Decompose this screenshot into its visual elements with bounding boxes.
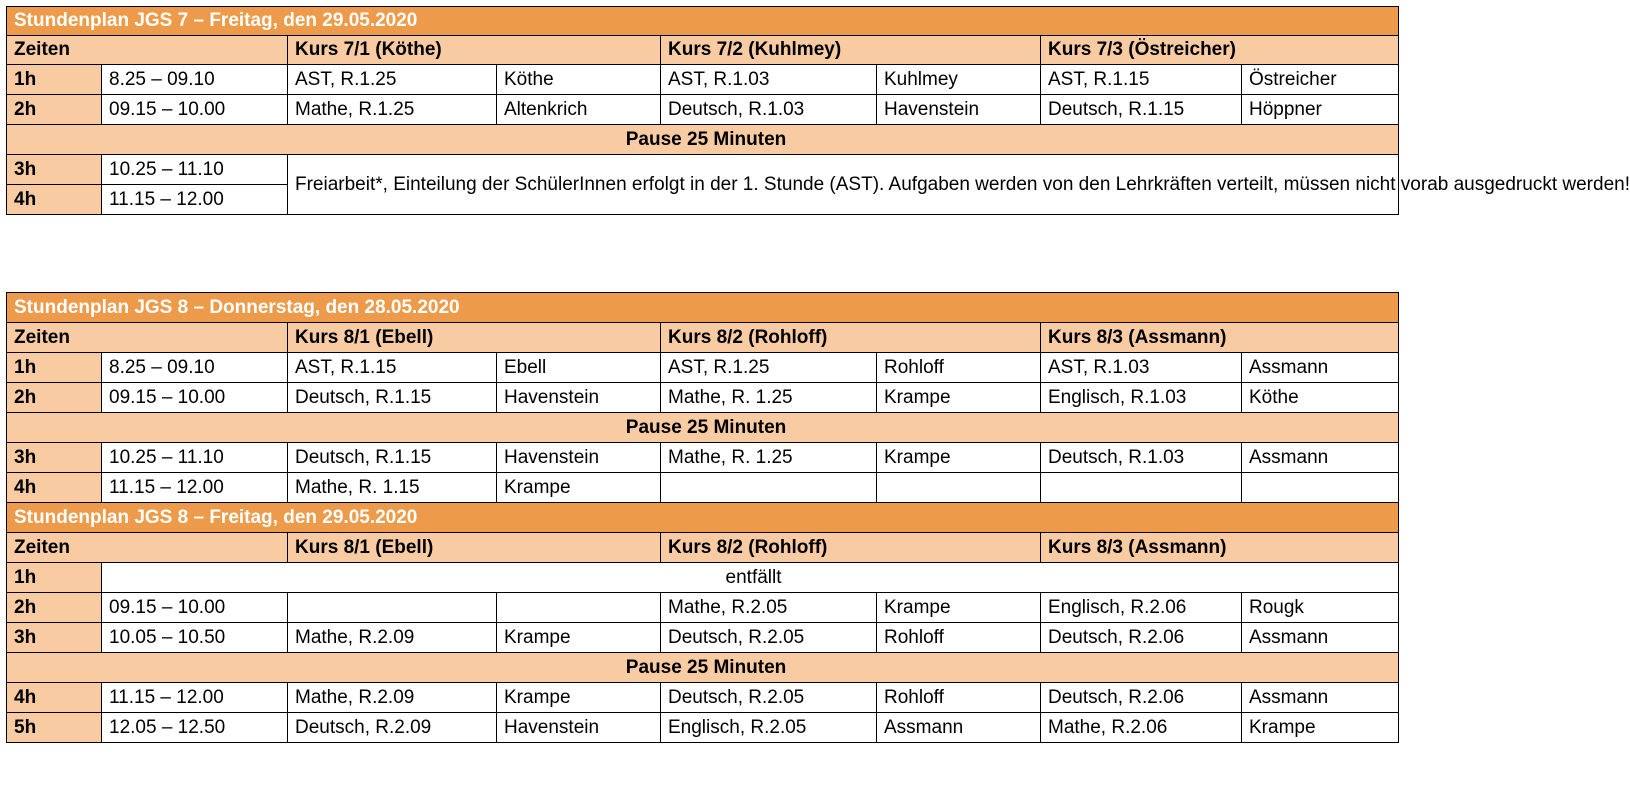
hour-label: 4h xyxy=(7,473,102,503)
table-row xyxy=(7,155,1399,185)
teacher-cell: Krampe xyxy=(877,443,1041,473)
subject-cell: Deutsch, R.2.06 xyxy=(1041,683,1242,713)
subject-cell: AST, R.1.25 xyxy=(288,65,497,95)
subject-cell: AST, R.1.03 xyxy=(1041,353,1242,383)
hour-label: 1h xyxy=(7,353,102,383)
subject-cell: Mathe, R. 1.25 xyxy=(661,383,877,413)
hour-label: 5h xyxy=(7,713,102,743)
teacher-cell: Krampe xyxy=(877,593,1041,623)
hour-label: 3h xyxy=(7,623,102,653)
subject-cell: Deutsch, R.1.15 xyxy=(288,383,497,413)
header-kurs-3: Kurs 8/3 (Assmann) xyxy=(1041,533,1399,563)
subject-cell: Deutsch, R.2.06 xyxy=(1041,623,1242,653)
subject-cell: AST, R.1.25 xyxy=(661,353,877,383)
subject-cell: Englisch, R.2.06 xyxy=(1041,593,1242,623)
teacher-cell: Assmann xyxy=(1242,683,1399,713)
header-kurs-1: Kurs 8/1 (Ebell) xyxy=(288,323,661,353)
subject-cell: Englisch, R.2.05 xyxy=(661,713,877,743)
teacher-cell: Krampe xyxy=(497,623,661,653)
table-row xyxy=(7,623,1399,653)
hour-label: 2h xyxy=(7,383,102,413)
pause-row: Pause 25 Minuten xyxy=(7,413,1399,443)
subject-cell: Mathe, R.2.05 xyxy=(661,593,877,623)
teacher-cell: Altenkrich xyxy=(497,95,661,125)
time-cell: 11.15 – 12.00 xyxy=(102,473,288,503)
hour-label: 1h xyxy=(7,65,102,95)
time-cell: 10.05 – 10.50 xyxy=(102,623,288,653)
header-kurs-1: Kurs 7/1 (Köthe) xyxy=(288,36,661,65)
hour-label: 3h xyxy=(7,443,102,473)
header-zeiten: Zeiten xyxy=(7,533,288,563)
time-cell: 12.05 – 12.50 xyxy=(102,713,288,743)
freiarbeit-note: Freiarbeit*, Einteilung der SchülerInnen erfolgt in der 1. Stunde (AST). Aufgaben werden von den Lehrkräften verteilt, müssen nicht vorab ausgedruckt werden! xyxy=(288,155,1399,215)
table-row xyxy=(7,473,1399,503)
timetable-jgs8 xyxy=(6,292,1399,743)
time-cell: 10.25 – 11.10 xyxy=(102,155,288,185)
time-cell: 10.25 – 11.10 xyxy=(102,443,288,473)
table-row xyxy=(7,443,1399,473)
teacher-cell: Havenstein xyxy=(497,443,661,473)
hour-label: 1h xyxy=(7,563,102,593)
hour-label: 4h xyxy=(7,683,102,713)
teacher-cell: Rohloff xyxy=(877,683,1041,713)
pause-row: Pause 25 Minuten xyxy=(7,125,1399,155)
subject-cell xyxy=(1041,473,1242,503)
header-kurs-1: Kurs 8/1 (Ebell) xyxy=(288,533,661,563)
hour-label: 2h xyxy=(7,593,102,623)
subject-cell: Deutsch, R.1.15 xyxy=(1041,95,1242,125)
teacher-cell: Östreicher xyxy=(1242,65,1399,95)
subject-cell: Deutsch, R.2.09 xyxy=(288,713,497,743)
header-zeiten: Zeiten xyxy=(7,36,288,65)
header-kurs-2: Kurs 8/2 (Rohloff) xyxy=(661,323,1041,353)
subject-cell: Deutsch, R.1.03 xyxy=(1041,443,1242,473)
header-kurs-3: Kurs 7/3 (Östreicher) xyxy=(1041,36,1399,65)
teacher-cell: Krampe xyxy=(877,383,1041,413)
time-cell: 09.15 – 10.00 xyxy=(102,383,288,413)
subject-cell: Mathe, R.2.06 xyxy=(1041,713,1242,743)
pause-row: Pause 25 Minuten xyxy=(7,653,1399,683)
teacher-cell: Köthe xyxy=(1242,383,1399,413)
subject-cell: Mathe, R. 1.25 xyxy=(661,443,877,473)
teacher-cell xyxy=(877,473,1041,503)
table-row xyxy=(7,563,1399,593)
time-cell: 09.15 – 10.00 xyxy=(102,95,288,125)
teacher-cell xyxy=(1242,473,1399,503)
cancelled-cell: entfällt xyxy=(102,563,1399,593)
header-kurs-2: Kurs 7/2 (Kuhlmey) xyxy=(661,36,1041,65)
teacher-cell: Assmann xyxy=(877,713,1041,743)
teacher-cell: Assmann xyxy=(1242,353,1399,383)
subject-cell: Mathe, R. 1.15 xyxy=(288,473,497,503)
time-cell: 8.25 – 09.10 xyxy=(102,353,288,383)
teacher-cell: Havenstein xyxy=(497,713,661,743)
subject-cell: Mathe, R.2.09 xyxy=(288,683,497,713)
teacher-cell: Ebell xyxy=(497,353,661,383)
subject-cell xyxy=(288,593,497,623)
subject-cell: Mathe, R.2.09 xyxy=(288,623,497,653)
table-row xyxy=(7,95,1399,125)
subject-cell xyxy=(661,473,877,503)
hour-label: 2h xyxy=(7,95,102,125)
subject-cell: AST, R.1.15 xyxy=(288,353,497,383)
subject-cell: AST, R.1.03 xyxy=(661,65,877,95)
teacher-cell: Kuhlmey xyxy=(877,65,1041,95)
teacher-cell: Krampe xyxy=(497,473,661,503)
header-zeiten: Zeiten xyxy=(7,323,288,353)
table-row xyxy=(7,383,1399,413)
teacher-cell: Rougk xyxy=(1242,593,1399,623)
subject-cell: Deutsch, R.1.15 xyxy=(288,443,497,473)
subject-cell: AST, R.1.15 xyxy=(1041,65,1242,95)
table-row xyxy=(7,683,1399,713)
teacher-cell: Rohloff xyxy=(877,623,1041,653)
teacher-cell: Köthe xyxy=(497,65,661,95)
teacher-cell: Assmann xyxy=(1242,623,1399,653)
teacher-cell: Assmann xyxy=(1242,443,1399,473)
table-row xyxy=(7,713,1399,743)
teacher-cell: Havenstein xyxy=(497,383,661,413)
teacher-cell xyxy=(497,593,661,623)
table-title: Stundenplan JGS 8 – Donnerstag, den 28.05.2020 xyxy=(7,293,1399,323)
table-row xyxy=(7,353,1399,383)
header-kurs-3: Kurs 8/3 (Assmann) xyxy=(1041,323,1399,353)
hour-label: 4h xyxy=(7,185,102,215)
time-cell: 11.15 – 12.00 xyxy=(102,185,288,215)
hour-label: 3h xyxy=(7,155,102,185)
table-title: Stundenplan JGS 8 – Freitag, den 29.05.2020 xyxy=(7,503,1399,533)
time-cell: 11.15 – 12.00 xyxy=(102,683,288,713)
time-cell: 8.25 – 09.10 xyxy=(102,65,288,95)
teacher-cell: Havenstein xyxy=(877,95,1041,125)
timetable-jgs7-friday xyxy=(6,6,1630,215)
subject-cell: Deutsch, R.2.05 xyxy=(661,623,877,653)
subject-cell: Mathe, R.1.25 xyxy=(288,95,497,125)
teacher-cell: Krampe xyxy=(1242,713,1399,743)
table-row xyxy=(7,593,1399,623)
header-kurs-2: Kurs 8/2 (Rohloff) xyxy=(661,533,1041,563)
teacher-cell: Höppner xyxy=(1242,95,1399,125)
subject-cell: Deutsch, R.1.03 xyxy=(661,95,877,125)
subject-cell: Englisch, R.1.03 xyxy=(1041,383,1242,413)
table-title: Stundenplan JGS 7 – Freitag, den 29.05.2020 xyxy=(7,7,1399,36)
table-row xyxy=(7,65,1399,95)
subject-cell: Deutsch, R.2.05 xyxy=(661,683,877,713)
teacher-cell: Krampe xyxy=(497,683,661,713)
teacher-cell: Rohloff xyxy=(877,353,1041,383)
time-cell: 09.15 – 10.00 xyxy=(102,593,288,623)
